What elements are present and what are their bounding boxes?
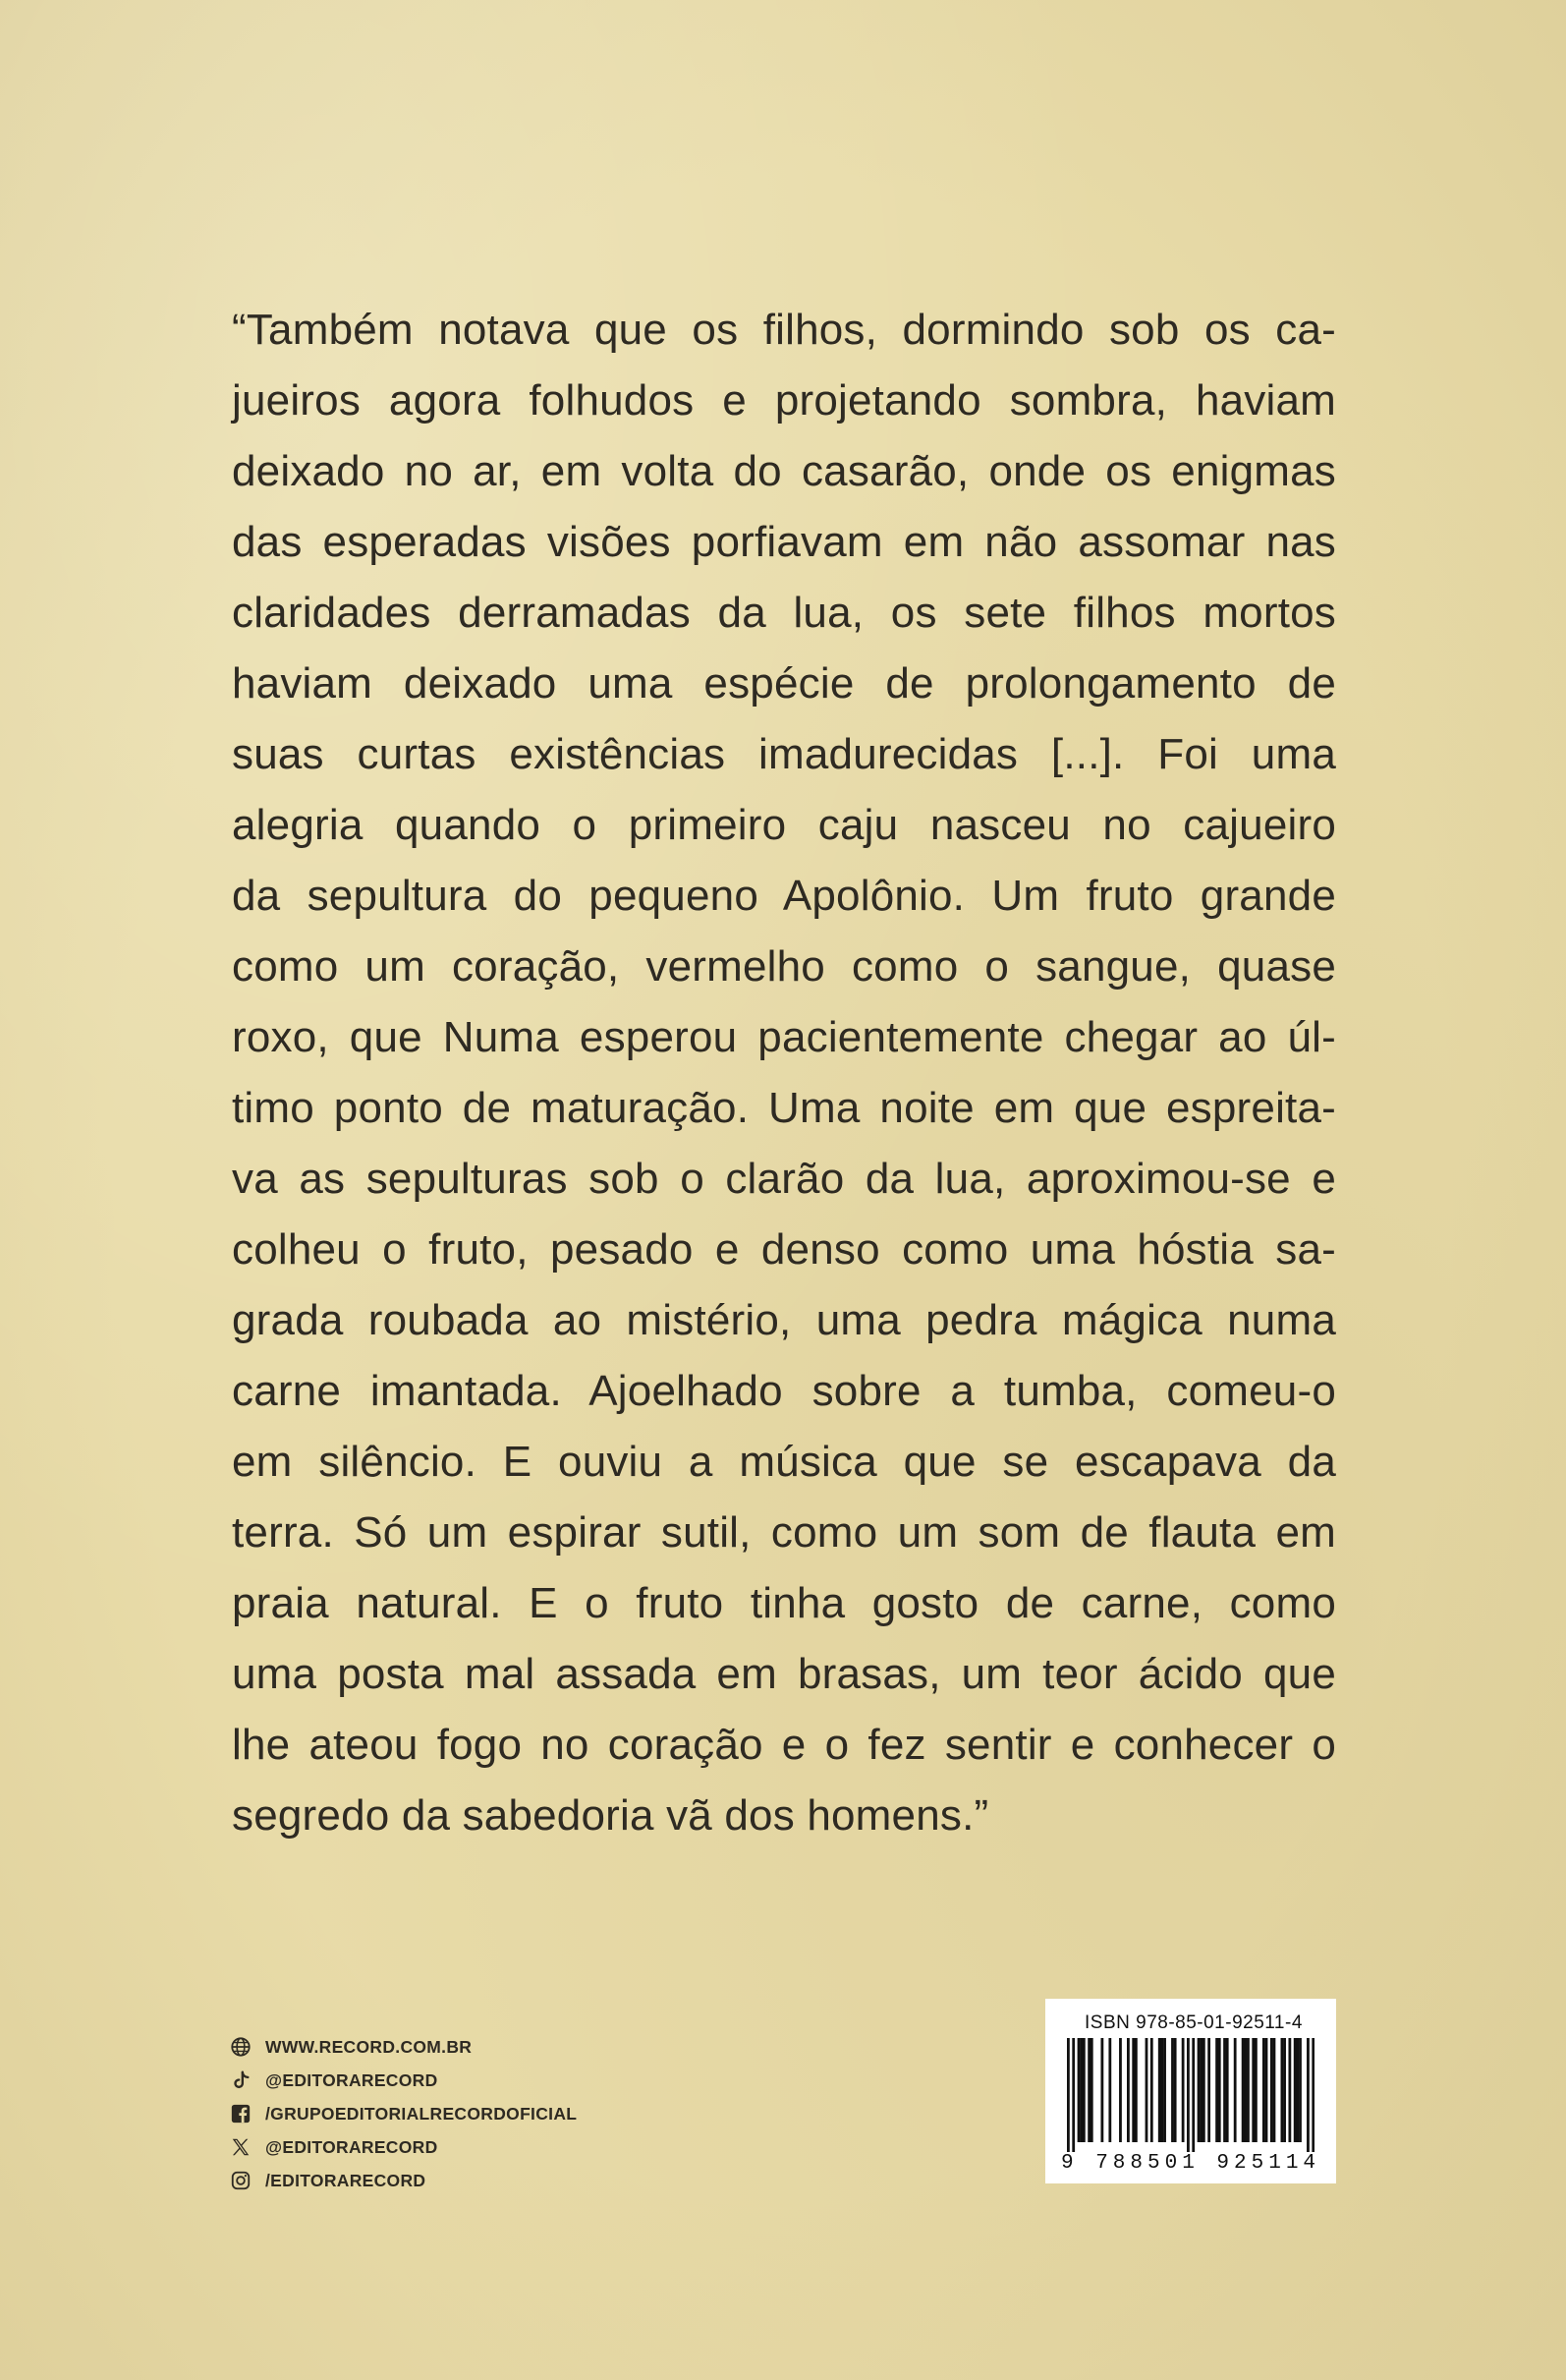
barcode-bar [1171,2038,1174,2142]
social-label: @EDITORARECORD [265,2069,438,2090]
barcode-bar [1146,2038,1148,2142]
barcode-bar [1265,2038,1268,2142]
social-instagram[interactable] [230,2164,741,2197]
barcode-bar [1312,2038,1314,2152]
social-facebook[interactable] [230,2097,741,2130]
x-icon [230,2136,252,2158]
tiktok-icon [230,2069,252,2091]
quote-line: va as sepulturas sob o clarão da lua, aproximou-se e [232,1155,1336,1203]
barcode-bar [1207,2038,1210,2142]
barcode-bar [1182,2038,1185,2142]
barcode-bar [1127,2038,1130,2142]
globe-icon [230,2036,252,2058]
barcode-bar [1091,2038,1093,2142]
barcode-bar [1299,2038,1302,2142]
quote-line: “Também notava que os filhos, dormindo sob os ca- [232,306,1336,354]
barcode-bar [1234,2038,1237,2142]
quote-line: claridades derramadas da lua, os sete filhos mortos [232,589,1336,637]
barcode-bar [1242,2038,1245,2142]
barcode-bar [1135,2038,1138,2142]
barcode-bar [1088,2038,1091,2142]
quote-line: colheu o fruto, pesado e denso como uma hóstia sa- [232,1225,1336,1274]
social-label: WWW.RECORD.COM.BR [265,2036,473,2057]
social-label: @EDITORARECORD [265,2136,438,2157]
barcode-bar [1192,2038,1195,2152]
barcode-bar [1255,2038,1258,2142]
barcode-bar [1163,2038,1166,2142]
barcode-bar [1150,2038,1153,2142]
barcode-bar [1218,2038,1221,2142]
social-links [230,2030,741,2197]
barcode-bar [1083,2038,1086,2142]
quote-line: timo ponto de maturação. Uma noite em que espreita- [232,1084,1336,1132]
instagram-icon [230,2170,252,2191]
barcode-bar [1067,2038,1070,2152]
barcode-bar [1247,2038,1250,2142]
quote-line: como um coração, vermelho como o sangue, quase [232,942,1336,991]
quote-line: segredo da sabedoria vã dos homens.” [232,1791,989,1840]
barcode-bar [1160,2038,1163,2142]
barcode-bar [1223,2038,1226,2142]
quote-line: haviam deixado uma espécie de prolongamento de [232,659,1336,708]
back-cover-quote [232,295,1336,1851]
barcode-bar [1288,2038,1291,2142]
barcode-bar [1174,2038,1177,2142]
barcode-digits: 9 788501 925114 [1061,2152,1321,2175]
social-website[interactable] [230,2030,741,2064]
barcode-bar [1202,2038,1205,2142]
quote-line: uma posta mal assada em brasas, um teor ácido que [232,1650,1336,1698]
barcode-bar [1078,2038,1081,2142]
barcode-bar [1296,2038,1299,2142]
barcode-bar [1281,2038,1284,2142]
barcode-bar [1187,2038,1190,2152]
quote-line: lhe ateou fogo no coração e o fez sentir e conhecer o [232,1721,1336,1769]
social-tiktok[interactable] [230,2064,741,2097]
quote-line: grada roubada ao mistério, uma pedra mágica numa [232,1296,1336,1344]
barcode-bar [1283,2038,1286,2142]
barcode-bar [1072,2038,1075,2152]
barcode-bar [1270,2038,1273,2142]
barcode-bar [1158,2038,1161,2142]
quote-line: suas curtas existências imadurecidas [...]. Foi uma [232,730,1336,778]
barcode-bar [1108,2038,1111,2142]
isbn-barcode [1045,1999,1336,2183]
quote-line: carne imantada. Ajoelhado sobre a tumba, comeu-o [232,1367,1336,1415]
barcode-bar [1226,2038,1229,2142]
barcode-bar [1252,2038,1255,2142]
social-label: /GRUPOEDITORIALRECORDOFICIAL [265,2103,578,2124]
barcode-bar [1198,2038,1201,2142]
facebook-icon [230,2103,252,2125]
isbn-label: ISBN 978-85-01-92511-4 [1085,2012,1303,2033]
barcode-bar [1132,2038,1135,2142]
social-x[interactable] [230,2130,741,2164]
barcode-bar [1215,2038,1218,2142]
barcode-bar [1307,2038,1310,2152]
barcode-bar [1244,2038,1247,2142]
barcode-bar [1294,2038,1297,2142]
barcode-bar [1273,2038,1276,2142]
barcode-bars [1067,2038,1314,2152]
quote-line: praia natural. E o fruto tinha gosto de carne, como [232,1579,1336,1627]
social-label: /EDITORARECORD [265,2170,426,2190]
quote-line: jueiros agora folhudos e projetando sombra, haviam [232,376,1336,425]
barcode-bar [1200,2038,1202,2142]
barcode-bar [1119,2038,1122,2142]
barcode-bar [1080,2038,1083,2142]
quote-line: roxo, que Numa esperou pacientemente chegar ao úl- [232,1013,1336,1061]
quote-line: das esperadas visões porfiavam em não assomar nas [232,518,1336,566]
quote-line: terra. Só um espirar sutil, como um som de flauta em [232,1508,1336,1557]
quote-line: alegria quando o primeiro caju nasceu no cajueiro [232,801,1336,849]
quote-line: em silêncio. E ouviu a música que se escapava da [232,1438,1336,1486]
barcode-bar [1262,2038,1265,2142]
quote-line: da sepultura do pequeno Apolônio. Um fruto grande [232,872,1336,920]
quote-line: deixado no ar, em volta do casarão, onde os enigmas [232,447,1336,495]
barcode-bar [1100,2038,1103,2142]
